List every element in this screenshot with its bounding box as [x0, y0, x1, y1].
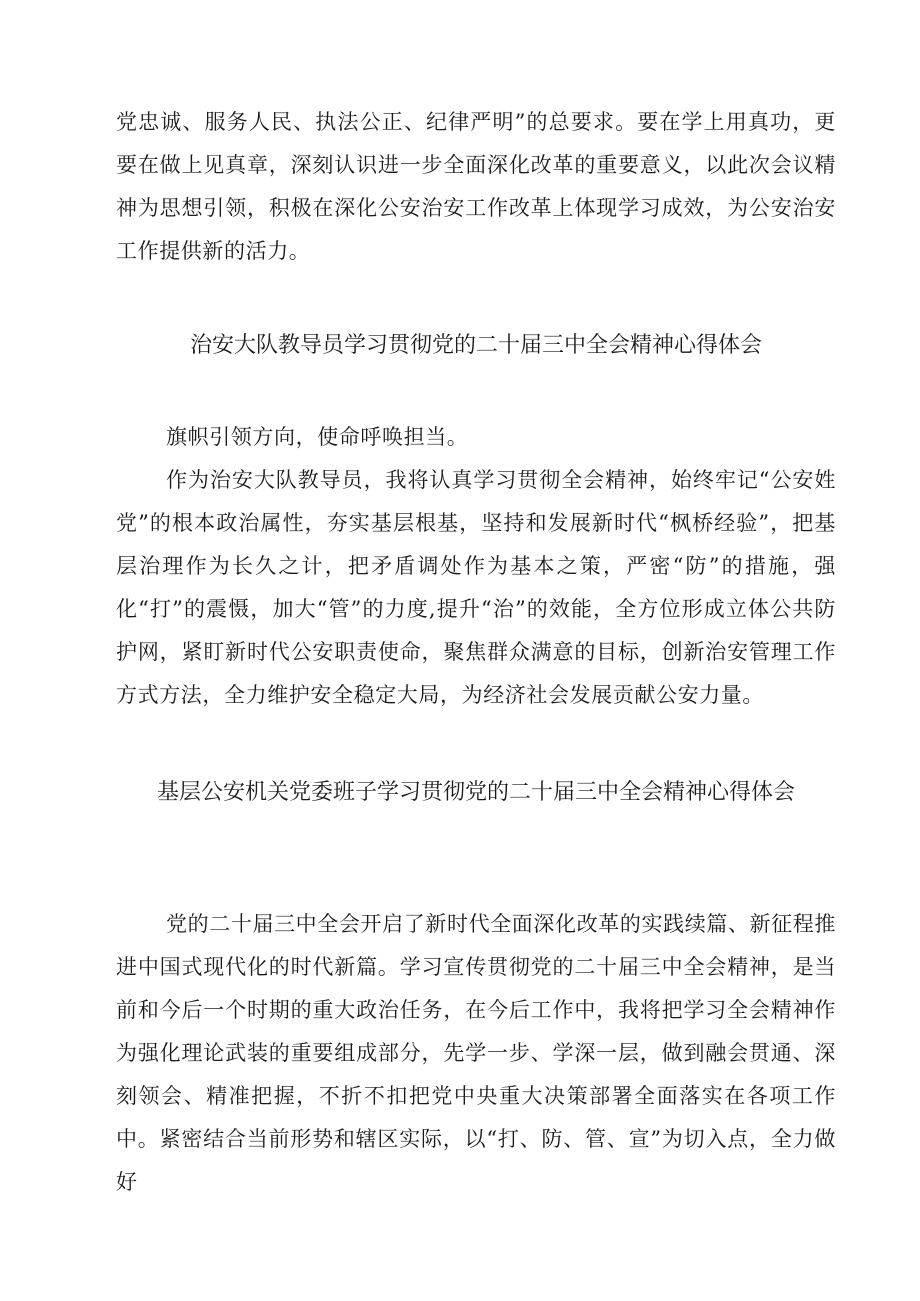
section-2-paragraph-1: 党的二十届三中全会开启了新时代全面深化改革的实践续篇、新征程推进中国式现代化的时代新篇。学习宣传贯彻党的二十届三中全会精神，是当前和今后一个时期的重大政治任务，在今后工作中，我将把学习全会精神作为强化理论武装的重要组成部分，先学一步、学深一层，做到融会贯通、深刻领会、精准把握，不折不扣把党中央重大决策部署全面落实在各项工作中。紧密结合当前形势和辖区实际，以“打、防、管、宣”为切入点，全力做好: [116, 912, 836, 1194]
section-1-paragraph-1: 旗帜引领方向，使命呼唤担当。: [166, 425, 469, 449]
section-1-title: 治安大队教导员学习贯彻党的二十届三中全会精神心得体会: [189, 333, 762, 358]
section-1-paragraph-2: 作为治安大队教导员，我将认真学习贯彻全会精神，始终牢记“公安姓党”的根本政治属性，夯实基层根基，坚持和发展新时代“枫桥经验”，把基层治理作为长久之计，把矛盾调处作为基本之策，严密“防”的措施，强化“打”的震慑，加大“管”的力度,提升“治”的效能，全方位形成立体公共防护网，紧盯新时代公安职责使命，聚焦群众满意的目标，创新治安管理工作方式方法，全力维护安全稳定大局，为经济社会发展贡献公安力量。: [116, 468, 836, 707]
paragraph-continued: 党忠诚、服务人民、执法公正、纪律严明”的总要求。要在学上用真功，更要在做上见真章，深刻认识进一步全面深化改革的重要意义，以此次会议精神为思想引领，积极在深化公安治安工作改革上体现学习成效，为公安治安工作提供新的活力。: [116, 110, 836, 263]
section-2-title: 基层公安机关党委班子学习贯彻党的二十届三中全会精神心得体会: [156, 780, 795, 805]
